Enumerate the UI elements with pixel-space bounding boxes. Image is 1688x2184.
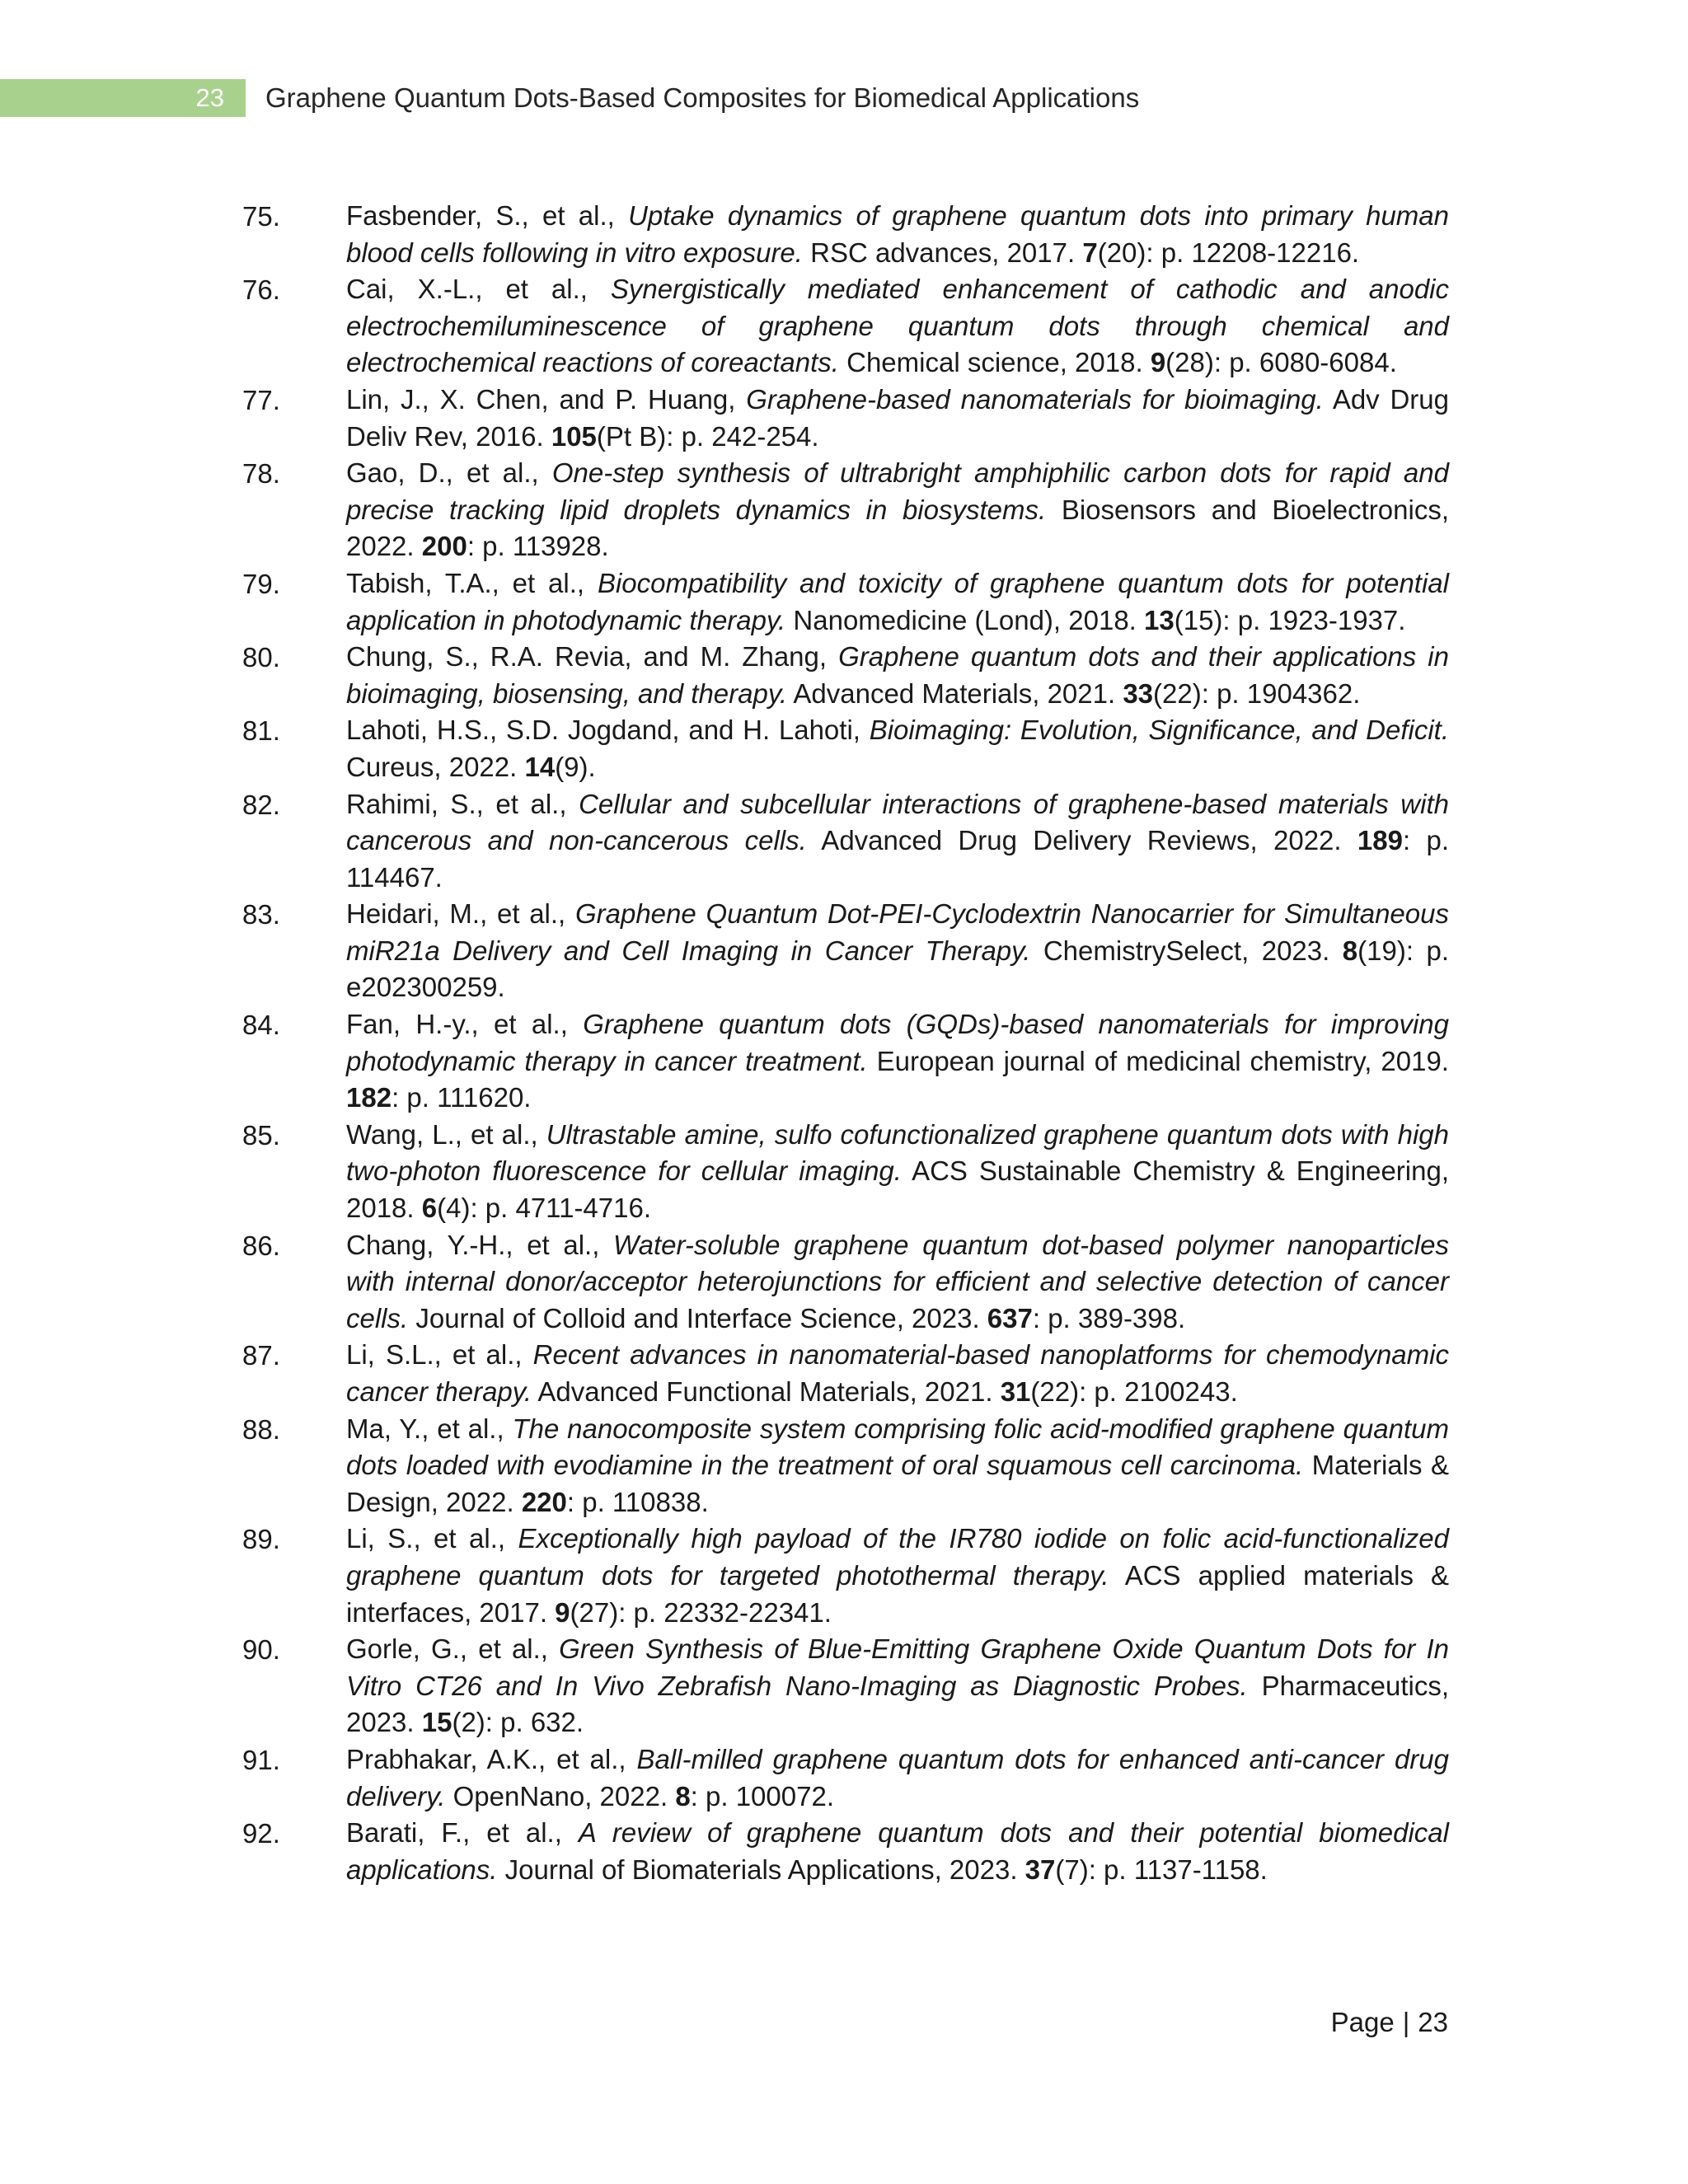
reference-item xyxy=(242,1631,1449,1741)
reference-authors: Ma, Y., et al., xyxy=(346,1413,513,1444)
header-page-number: 23 xyxy=(195,83,224,112)
reference-authors: Wang, L., et al., xyxy=(346,1118,546,1150)
reference-number: 85. xyxy=(242,1119,280,1151)
reference-volume: 31 xyxy=(1000,1376,1031,1407)
header-accent-bar xyxy=(0,79,246,117)
page-footer xyxy=(1331,2004,1448,2041)
reference-authors: Cai, X.-L., et al., xyxy=(346,274,611,305)
reference-source: OpenNano, 2022. xyxy=(445,1780,676,1811)
reference-pages: : p. 100072. xyxy=(690,1780,834,1811)
reference-pages: : p. 110838. xyxy=(566,1486,709,1517)
reference-pages: (7): p. 1137-1158. xyxy=(1055,1854,1268,1885)
reference-source: Materials & Design, 2022. xyxy=(346,1450,1449,1517)
reference-pages: (20): p. 12208-12216. xyxy=(1097,237,1360,268)
reference-item xyxy=(242,455,1449,565)
reference-text xyxy=(346,382,1449,455)
reference-item xyxy=(242,382,1449,455)
reference-pages: (Pt B): p. 242-254. xyxy=(596,420,819,452)
reference-text xyxy=(346,565,1449,639)
reference-item xyxy=(242,1411,1449,1521)
reference-number: 78. xyxy=(242,458,280,490)
reference-item xyxy=(242,1117,1449,1227)
reference-volume: 13 xyxy=(1144,604,1175,635)
reference-number: 88. xyxy=(242,1413,280,1445)
reference-text xyxy=(346,1227,1449,1338)
reference-item xyxy=(242,1337,1449,1410)
reference-authors: Chung, S., R.A. Revia, and M. Zhang, xyxy=(346,641,839,673)
reference-number: 86. xyxy=(242,1230,280,1261)
reference-text xyxy=(346,1815,1449,1888)
reference-authors: Fan, H.-y., et al., xyxy=(346,1009,584,1040)
reference-text xyxy=(346,786,1449,897)
reference-pages: (9). xyxy=(555,751,596,782)
reference-pages: (22): p. 2100243. xyxy=(1030,1376,1238,1407)
reference-authors: Lin, J., X. Chen, and P. Huang, xyxy=(346,383,747,415)
reference-number: 84. xyxy=(242,1010,280,1041)
reference-pages: : p. 111620. xyxy=(392,1082,532,1113)
reference-authors: Tabish, T.A., et al., xyxy=(346,567,598,598)
reference-pages: (28): p. 6080-6084. xyxy=(1165,347,1397,378)
reference-title: Ultrastable amine, sulfo cofunctionalized graphene quantum dots with high two-photon fluorescence for cellular imaging. xyxy=(346,1118,1449,1187)
reference-authors: Rahimi, S., et al., xyxy=(346,788,579,819)
reference-volume: 6 xyxy=(421,1193,438,1224)
reference-source: European journal of medicinal chemistry, 2019. xyxy=(867,1045,1449,1076)
reference-volume: 189 xyxy=(1357,825,1403,856)
reference-item xyxy=(242,786,1449,897)
reference-authors: Fasbender, S., et al., xyxy=(346,200,629,231)
reference-number: 80. xyxy=(242,642,280,673)
reference-title: Synergistically mediated enhancement of cathodic and anodic electrochemiluminescence of graphene quantum dots through chemical and electrochemical reactions of coreactants. xyxy=(346,274,1450,378)
reference-number: 92. xyxy=(242,1818,280,1849)
reference-volume: 9 xyxy=(555,1596,570,1628)
reference-list xyxy=(242,198,1449,1888)
reference-authors: Heidari, M., et al., xyxy=(346,898,575,930)
reference-text xyxy=(346,271,1449,382)
reference-source: Journal of Biomaterials Applications, 2023. xyxy=(497,1854,1025,1885)
reference-source: Journal of Colloid and Interface Science, 2023. xyxy=(408,1302,987,1333)
reference-source: Cureus, 2022. xyxy=(346,751,525,782)
reference-title: Cellular and subcellular interactions of graphene-based materials with cancerous and non-cancerous cells. xyxy=(346,788,1449,856)
footer-page-number: 23 xyxy=(1418,2007,1448,2037)
reference-title: The nanocomposite system comprising folic acid-modified graphene quantum dots loaded with evodiamine in the treatment of oral squamous cell carcinoma. xyxy=(346,1413,1449,1481)
reference-item xyxy=(242,1521,1449,1631)
reference-title: Graphene quantum dots and their applications in bioimaging, biosensing, and therapy. xyxy=(346,641,1449,709)
reference-volume: 14 xyxy=(524,751,556,782)
reference-source: Advanced Functional Materials, 2021. xyxy=(532,1376,1001,1407)
reference-text xyxy=(346,1337,1449,1410)
reference-source: Adv Drug Deliv Rev, 2016. xyxy=(346,383,1449,452)
reference-text xyxy=(346,1631,1449,1741)
reference-item xyxy=(242,1006,1449,1117)
reference-number: 77. xyxy=(242,384,280,415)
reference-authors: Barati, F., et al., xyxy=(346,1817,579,1849)
reference-number: 89. xyxy=(242,1524,280,1555)
reference-title: A review of graphene quantum dots and their potential biomedical applications. xyxy=(346,1817,1449,1885)
reference-text xyxy=(346,1117,1449,1227)
reference-text xyxy=(346,1411,1449,1521)
reference-title: Green Synthesis of Blue-Emitting Graphene Oxide Quantum Dots for In Vitro CT26 and In Vivo Zebrafish Nano-Imaging as Diagnostic Probes. xyxy=(346,1633,1449,1701)
reference-authors: Gao, D., et al., xyxy=(346,457,552,489)
reference-title: Biocompatibility and toxicity of graphene quantum dots for potential application in photodynamic therapy. xyxy=(346,567,1449,635)
reference-volume: 33 xyxy=(1123,677,1154,709)
reference-item xyxy=(242,271,1449,382)
reference-number: 75. xyxy=(242,201,280,232)
reference-pages: (22): p. 1904362. xyxy=(1153,677,1361,709)
reference-title: Graphene Quantum Dot-PEI-Cyclodextrin Nanocarrier for Simultaneous miR21a Delivery and Cell Imaging in Cancer Therapy. xyxy=(346,898,1449,966)
reference-text xyxy=(346,1521,1449,1631)
reference-source: Chemical science, 2018. xyxy=(838,347,1151,378)
reference-text xyxy=(346,896,1449,1006)
reference-item xyxy=(242,198,1449,271)
reference-text xyxy=(346,455,1449,565)
reference-number: 83. xyxy=(242,899,280,930)
reference-number: 76. xyxy=(242,274,280,306)
reference-source: Pharmaceutics, 2023. xyxy=(346,1670,1449,1738)
reference-pages: (27): p. 22332-22341. xyxy=(570,1596,832,1628)
reference-volume: 15 xyxy=(421,1707,452,1738)
reference-volume: 200 xyxy=(421,531,467,562)
reference-authors: Li, S., et al., xyxy=(346,1523,518,1554)
footer-label: Page xyxy=(1330,2007,1395,2037)
reference-item xyxy=(242,1815,1449,1888)
reference-volume: 8 xyxy=(1342,935,1358,966)
reference-source: Advanced Drug Delivery Reviews, 2022. xyxy=(806,825,1357,856)
reference-number: 90. xyxy=(242,1634,280,1666)
reference-volume: 37 xyxy=(1025,1854,1056,1885)
reference-volume: 7 xyxy=(1082,237,1098,268)
reference-item xyxy=(242,896,1449,1006)
reference-pages: : p. 389-398. xyxy=(1032,1302,1186,1333)
running-head-title: Graphene Quantum Dots-Based Composites for Biomedical Applications xyxy=(265,82,1140,113)
reference-title: Ball-milled graphene quantum dots for enhanced anti-cancer drug delivery. xyxy=(346,1743,1449,1811)
reference-title: One-step synthesis of ultrabright amphiphilic carbon dots for rapid and precise tracking lipid droplets dynamics in biosystems. xyxy=(346,457,1449,525)
reference-number: 87. xyxy=(242,1340,280,1371)
footer-separator: | xyxy=(1402,2007,1410,2037)
reference-source: Nanomedicine (Lond), 2018. xyxy=(785,604,1145,635)
reference-source: Biosensors and Bioelectronics, 2022. xyxy=(346,494,1449,562)
reference-authors: Lahoti, H.S., S.D. Jogdand, and H. Lahoti, xyxy=(346,715,870,746)
reference-title: Graphene-based nanomaterials for bioimaging. xyxy=(746,383,1324,415)
reference-source: ChemistrySelect, 2023. xyxy=(1030,935,1343,966)
reference-pages: (4): p. 4711-4716. xyxy=(437,1193,652,1224)
reference-authors: Chang, Y.-H., et al., xyxy=(346,1229,614,1260)
reference-text xyxy=(346,1006,1449,1117)
reference-source: Advanced Materials, 2021. xyxy=(787,677,1123,709)
reference-authors: Li, S.L., et al., xyxy=(346,1339,533,1371)
reference-pages: : p. 113928. xyxy=(467,531,609,562)
reference-item xyxy=(242,1227,1449,1338)
reference-item xyxy=(242,639,1449,712)
reference-pages: (19): p. e202300259. xyxy=(346,935,1449,1003)
reference-pages: : p. 114467. xyxy=(346,825,1449,893)
reference-title: Exceptionally high payload of the IR780 iodide on folic acid-functionalized graphene quantum dots for targeted photothermal therapy. xyxy=(346,1523,1449,1591)
reference-volume: 8 xyxy=(675,1780,691,1811)
reference-item xyxy=(242,712,1449,785)
reference-authors: Prabhakar, A.K., et al., xyxy=(346,1743,637,1774)
reference-title: Graphene quantum dots (GQDs)-based nanomaterials for improving photodynamic therapy in cancer treatment. xyxy=(346,1009,1449,1076)
reference-text xyxy=(346,1741,1449,1815)
reference-item xyxy=(242,565,1449,639)
reference-title: Uptake dynamics of graphene quantum dots into primary human blood cells following in vitro exposure. xyxy=(346,200,1449,268)
reference-title: Water-soluble graphene quantum dot-based polymer nanoparticles with internal donor/acceptor heterojunctions for efficient and selective detection of cancer cells. xyxy=(346,1229,1449,1333)
reference-number: 79. xyxy=(242,568,280,599)
reference-source: ACS applied materials & interfaces, 2017. xyxy=(346,1559,1449,1628)
reference-number: 82. xyxy=(242,789,280,820)
reference-item xyxy=(242,1741,1449,1815)
reference-volume: 220 xyxy=(521,1486,567,1517)
reference-title: Bioimaging: Evolution, Significance, and Deficit. xyxy=(869,715,1449,746)
reference-source: RSC advances, 2017. xyxy=(802,237,1083,268)
reference-pages: (15): p. 1923-1937. xyxy=(1174,604,1406,635)
reference-volume: 637 xyxy=(987,1302,1033,1333)
reference-pages: (2): p. 632. xyxy=(452,1707,584,1738)
reference-volume: 105 xyxy=(551,420,597,452)
reference-volume: 9 xyxy=(1150,347,1166,378)
reference-authors: Gorle, G., et al., xyxy=(346,1633,560,1665)
reference-text xyxy=(346,198,1449,271)
reference-text xyxy=(346,712,1449,785)
reference-title: Recent advances in nanomaterial-based nanoplatforms for chemodynamic cancer therapy. xyxy=(346,1339,1449,1407)
reference-text xyxy=(346,639,1449,712)
reference-number: 91. xyxy=(242,1744,280,1775)
reference-number: 81. xyxy=(242,715,280,747)
reference-volume: 182 xyxy=(346,1082,392,1113)
reference-source: ACS Sustainable Chemistry & Engineering, 2018. xyxy=(346,1155,1449,1224)
